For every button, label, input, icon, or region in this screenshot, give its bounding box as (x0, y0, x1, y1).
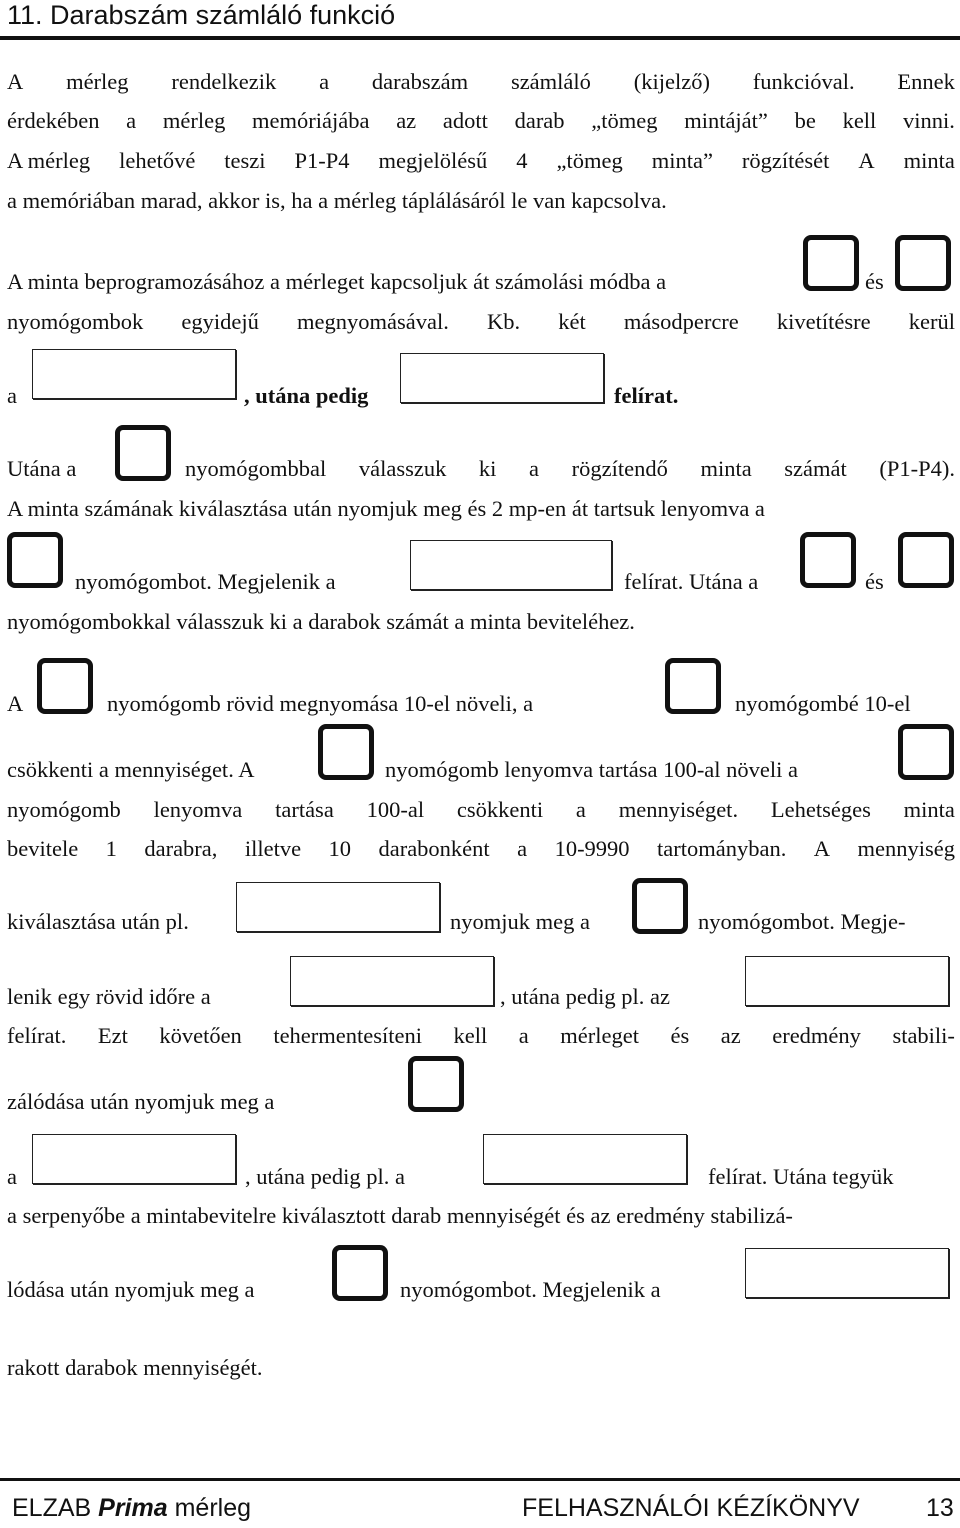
p3-l3c: és (865, 569, 884, 594)
footer-left (12, 1494, 251, 1523)
word: eredmény (772, 1023, 861, 1048)
p4-a3: nyomógombé 10-el (735, 691, 911, 716)
word: megnyomásával. (297, 309, 449, 334)
display-p1-100 (745, 1248, 949, 1298)
p4-b2: nyomógomb lenyomva tartása 100-al növeli a (385, 757, 799, 782)
zero-key-icon[interactable] (632, 878, 688, 934)
word: kell (842, 108, 877, 133)
word: darabonként (378, 836, 490, 861)
word: számát (784, 456, 847, 481)
word: mintáját” (684, 108, 768, 133)
word: kell (453, 1023, 488, 1048)
zero-key-icon[interactable] (895, 235, 951, 291)
word: a (575, 797, 586, 822)
p3-l3b: felírat. Utána a (624, 569, 759, 594)
word: a (518, 1023, 529, 1048)
word: rögzítését (741, 148, 830, 173)
word: teszi (224, 148, 266, 173)
footer-mid: mérleg (167, 1494, 252, 1522)
word: A (7, 69, 24, 94)
p4-i3: felírat. Utána tegyük (708, 1164, 894, 1189)
word: két (558, 309, 586, 334)
word: lenyomva (153, 797, 243, 822)
word: lehetővé (119, 148, 196, 173)
word: funkcióval. (752, 69, 855, 94)
word: kerül (908, 309, 955, 334)
p1-line4: a memóriában marad, akkor is, ha a mérleg táplálásáról le van kapcsolva. (7, 188, 667, 213)
word: számláló (510, 69, 591, 94)
word: egyidejű (181, 309, 259, 334)
word: ki (478, 456, 497, 481)
word: csökkenti (456, 797, 544, 822)
footer-right: FELHASZNÁLÓI KÉZÍKÖNYV (522, 1494, 860, 1522)
zero-key-icon[interactable] (408, 1056, 464, 1112)
word: (P1-P4). (879, 456, 955, 481)
enter-key-icon[interactable] (665, 658, 721, 714)
p3-l3a: nyomógombot. Megjelenik a (75, 569, 336, 594)
p4-e1: kiválasztása után pl. (7, 909, 189, 934)
p4-i1: a (7, 1164, 17, 1189)
p2-end: felírat. (614, 383, 679, 408)
p4-b1: csökkenti a mennyiséget. A (7, 757, 255, 782)
page-number: 13 (926, 1494, 954, 1522)
word: az (396, 108, 417, 133)
word: bevitele (7, 836, 79, 861)
p3-l1b (185, 455, 955, 483)
zero-key-icon[interactable] (332, 1245, 388, 1301)
word: érdekében (7, 108, 100, 133)
word: az (720, 1023, 741, 1048)
word: követően (159, 1023, 242, 1048)
word: a (517, 836, 528, 861)
tare-key-icon[interactable] (115, 425, 171, 481)
word: illetve (244, 836, 302, 861)
word: a (319, 69, 330, 94)
word: nyomógombok (7, 309, 144, 334)
p4-f1: lenik egy rövid időre a (7, 984, 211, 1009)
tare-key-icon[interactable] (803, 235, 859, 291)
word: a (126, 108, 137, 133)
tare-key-icon[interactable] (318, 724, 374, 780)
word: Ennek (897, 69, 955, 94)
p1-line1 (7, 68, 955, 96)
display-zero (290, 956, 494, 1006)
word: 4 (516, 148, 528, 173)
word: A (813, 836, 831, 861)
word: darab (514, 108, 565, 133)
word: darabra, (144, 836, 218, 861)
word: stabili- (892, 1023, 955, 1048)
header-rule (0, 36, 960, 40)
word: válasszuk (358, 456, 447, 481)
p4-g (7, 1022, 955, 1050)
enter-key-icon[interactable] (898, 532, 954, 588)
p4-k2: nyomógombot. Megjelenik a (400, 1277, 661, 1302)
p4-h1: zálódása után nyomjuk meg a (7, 1089, 275, 1114)
tare-key-icon[interactable] (800, 532, 856, 588)
footer-model: Prima (98, 1494, 168, 1522)
word: Kb. (486, 309, 521, 334)
word: tehermentesíteni (273, 1023, 423, 1048)
p3-l4: nyomógombokkal válasszuk ki a darabok számát a minta beviteléhez. (7, 609, 635, 634)
p4-c (7, 796, 955, 824)
p2-es: és (865, 269, 884, 294)
p4-d (7, 835, 955, 863)
p4-a2: nyomógomb rövid megnyomása 10-el növeli, a (107, 691, 534, 716)
display-8393 (483, 1134, 687, 1184)
p3-l1a: Utána a (7, 456, 77, 481)
display-4200 (745, 956, 949, 1006)
enter-key-icon[interactable] (898, 724, 954, 780)
word: a (529, 456, 540, 481)
word: nyomógombbal (185, 456, 327, 481)
p4-e2: nyomjuk meg a (450, 909, 590, 934)
p4-a1: A (7, 691, 24, 716)
word: minta” (651, 148, 713, 173)
word: minta (903, 148, 955, 173)
word: darabszám (371, 69, 469, 94)
word: másodpercre (623, 309, 739, 334)
word: Lehetséges (770, 797, 871, 822)
word: 1 (105, 836, 117, 861)
word: P1-P4 (294, 148, 350, 173)
p2-mid: , utána pedig (244, 383, 369, 408)
word: felírat. (7, 1023, 67, 1048)
word: Ezt (97, 1023, 128, 1048)
display-lic2 (32, 349, 236, 399)
p2-line2 (7, 308, 955, 336)
p4-m: rakott darabok mennyiségét. (7, 1355, 263, 1380)
footer-brand: ELZAB (12, 1494, 99, 1522)
word: mennyiség (857, 836, 955, 861)
word: megjelölésű (378, 148, 488, 173)
word: rögzítendő (571, 456, 668, 481)
p2-line1: A minta beprogramozásához a mérleget kapcsoljuk át számolási módba a (7, 269, 667, 294)
word: minta (700, 456, 752, 481)
tare-key-icon[interactable] (37, 658, 93, 714)
word: adott (442, 108, 488, 133)
word: 10-9990 (554, 836, 630, 861)
p3-l2: A minta számának kiválasztása után nyomjuk meg és 2 mp-en át tartsuk lenyomva a (7, 496, 765, 521)
word: tartományban. (657, 836, 787, 861)
word: 10 (328, 836, 352, 861)
p1-line3 (7, 147, 955, 175)
display-il-10 (410, 540, 612, 590)
word: nyomógomb (7, 797, 121, 822)
word: rendelkezik (171, 69, 277, 94)
p2-a: a (7, 383, 17, 408)
p4-e3: nyomógombot. Megje- (698, 909, 906, 934)
p4-k1: lódása után nyomjuk meg a (7, 1277, 255, 1302)
footer-rule (0, 1478, 960, 1481)
word: „tömeg (556, 148, 623, 173)
zero-key-icon[interactable] (7, 532, 63, 588)
p1-line2 (7, 107, 955, 135)
word: A mérleg (7, 148, 91, 173)
word: (kijelző) (633, 69, 710, 94)
p4-i2: , utána pedig pl. a (245, 1164, 405, 1189)
p4-f2: , utána pedig pl. az (500, 984, 670, 1009)
section-title: 11. Darabszám számláló funkció (7, 0, 396, 30)
word: mennyiséget. (618, 797, 739, 822)
display-il-100 (236, 882, 440, 932)
word: vinni. (903, 108, 955, 133)
word: A (858, 148, 875, 173)
word: tartása (275, 797, 334, 822)
word: mérleget (560, 1023, 639, 1048)
word: be (794, 108, 816, 133)
word: mérleg (162, 108, 226, 133)
word: kivetítésre (776, 309, 871, 334)
p4-j: a serpenyőbe a mintabevitelre kiválasztott darab mennyiségét és az eredmény stabilizá- (7, 1203, 793, 1228)
word: memóriájába (252, 108, 370, 133)
word: „tömeg (591, 108, 658, 133)
display-u2or (32, 1134, 236, 1184)
word: 100-al (366, 797, 425, 822)
word: és (670, 1023, 690, 1048)
display-p1-0 (400, 353, 604, 403)
word: minta (903, 797, 955, 822)
word: mérleg (66, 69, 129, 94)
